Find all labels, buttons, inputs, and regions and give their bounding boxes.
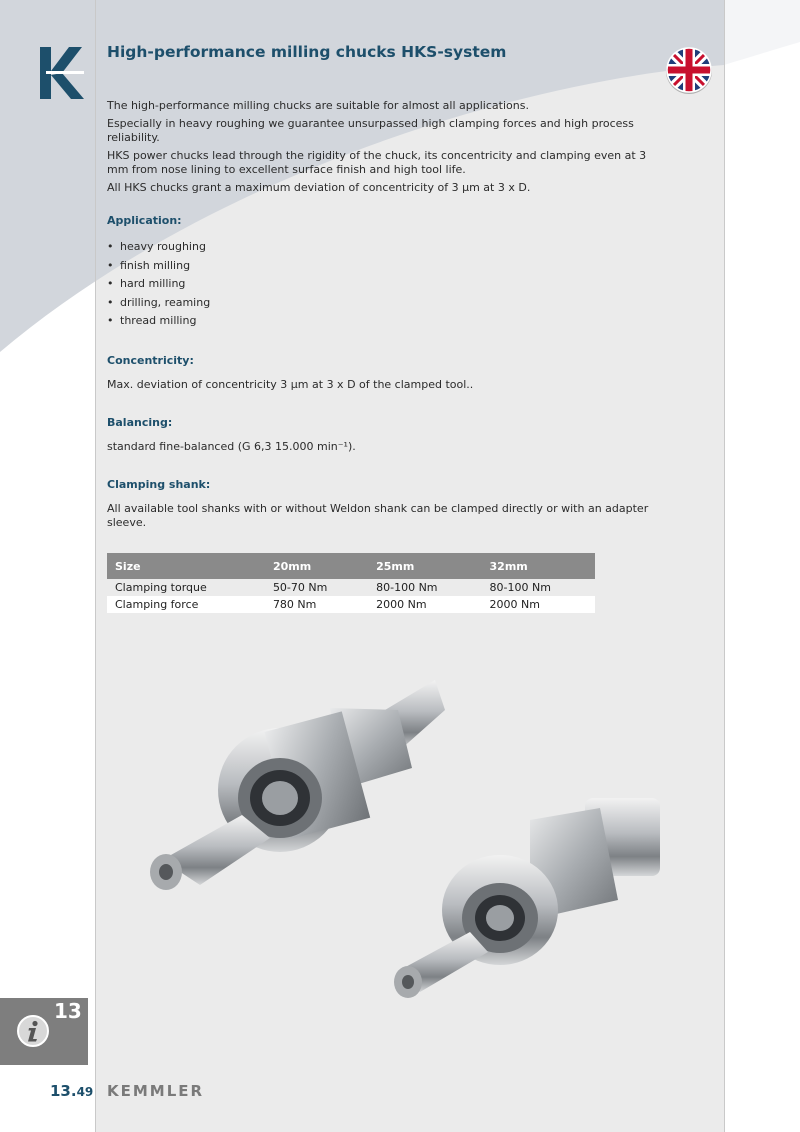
- column-header-32mm: 32mm: [482, 553, 595, 579]
- product-photo: [130, 670, 690, 1010]
- chuck-hsk-image: [394, 798, 660, 998]
- chuck-sk-image: [150, 680, 445, 890]
- intro-paragraph-4: All HKS chucks grant a maximum deviation of concentricity of 3 μm at 3 x D.: [107, 181, 531, 194]
- balancing-heading: Balancing:: [107, 415, 173, 429]
- column-header-25mm: 25mm: [368, 553, 481, 579]
- page-number-major: 13.: [50, 1082, 77, 1100]
- table-row: [107, 596, 595, 613]
- brand-name: KEMMLER: [107, 1082, 205, 1100]
- table-cell: 80-100 Nm: [482, 579, 595, 596]
- intro-paragraph-3: HKS power chucks lead through the rigidity of the chuck, its concentricity and clamping even at 3 mm from nose lining to excellent surface finish and high tool life.: [107, 149, 647, 176]
- list-item: • hard milling: [107, 275, 667, 294]
- table-cell: Clamping force: [107, 596, 265, 613]
- table-cell: 80-100 Nm: [368, 579, 481, 596]
- intro-paragraph-2: Especially in heavy roughing we guarantee unsurpassed high clamping forces and high process reliability.: [107, 117, 634, 144]
- right-divider: [724, 0, 725, 1132]
- clamping-shank-text: All available tool shanks with or without Weldon shank can be clamped directly or with an adapter sleeve.: [107, 501, 649, 529]
- clamping-shank-heading: Clamping shank:: [107, 477, 211, 491]
- list-item: • finish milling: [107, 257, 667, 276]
- page-number: [50, 1082, 93, 1100]
- concentricity-text: Max. deviation of concentricity 3 μm at 3 x D of the clamped tool..: [107, 377, 474, 391]
- application-list: [107, 238, 667, 331]
- info-icon[interactable]: [16, 1014, 50, 1048]
- left-divider: [95, 0, 96, 1132]
- main-content: [107, 99, 667, 554]
- kemmler-k-logo-icon: [40, 47, 84, 99]
- spec-table: [107, 553, 595, 613]
- table-cell: Clamping torque: [107, 579, 265, 596]
- application-heading: Application:: [107, 214, 182, 227]
- page-title: High-performance milling chucks HKS-system: [107, 43, 507, 61]
- column-header-20mm: 20mm: [265, 553, 368, 579]
- table-cell: 2000 Nm: [482, 596, 595, 613]
- table-cell: 50-70 Nm: [265, 579, 368, 596]
- page-number-minor: 49: [76, 1085, 94, 1099]
- table-cell: 780 Nm: [265, 596, 368, 613]
- list-item: • heavy roughing: [107, 238, 667, 257]
- balancing-text: standard fine-balanced (G 6,3 15.000 min⁻¹).: [107, 439, 356, 453]
- chapter-number: 13: [54, 999, 82, 1023]
- intro-paragraph-1: The high-performance milling chucks are suitable for almost all applications.: [107, 99, 529, 112]
- list-item: • thread milling: [107, 312, 667, 331]
- table-row: [107, 579, 595, 596]
- column-header-size: Size: [107, 553, 265, 579]
- table-cell: 2000 Nm: [368, 596, 481, 613]
- uk-flag-icon[interactable]: [665, 46, 713, 94]
- concentricity-heading: Concentricity:: [107, 353, 194, 367]
- list-item: • drilling, reaming: [107, 294, 667, 313]
- table-header-row: [107, 553, 595, 579]
